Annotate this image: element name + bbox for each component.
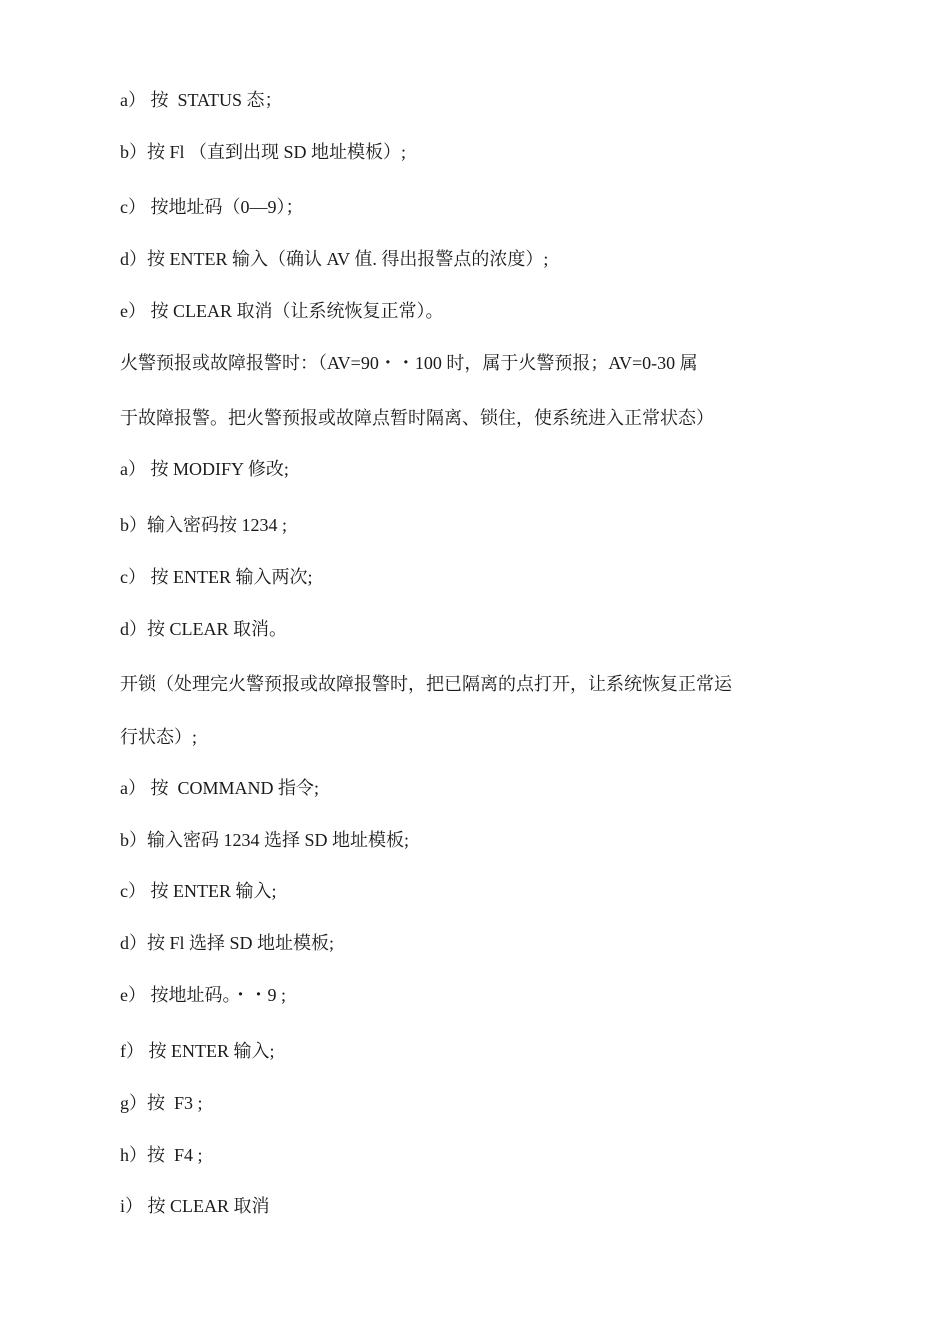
step-a-status: a） 按 STATUS 态； <box>120 90 283 110</box>
unlock-step-b: b）输入密码 1234 选择 SD 地址模板; <box>120 830 410 850</box>
step-b-f1: b）按 Fl （直到出现 SD 地址模板）; <box>120 142 407 162</box>
section-unlock-heading: 开锁（处理完火警预报或故障报警时，把已隔离的点打开，让系统恢复正常运 <box>120 674 732 694</box>
step-d-enter: d）按 ENTER 输入（确认 AV 值. 得出报警点的浓度）; <box>120 249 549 269</box>
alarm-step-b: b）输入密码按 1234 ; <box>120 515 288 535</box>
alarm-step-d: d）按 CLEAR 取消。 <box>120 619 288 639</box>
section-unlock-heading-cont: 行状态）; <box>120 727 198 747</box>
unlock-step-f: f） 按 ENTER 输入; <box>120 1041 275 1061</box>
unlock-step-c: c） 按 ENTER 输入; <box>120 881 277 901</box>
unlock-step-i: i） 按 CLEAR 取消 <box>120 1196 270 1216</box>
unlock-step-h: h）按 F4 ; <box>120 1145 203 1165</box>
step-c-address-code: c） 按地址码（0—9）； <box>120 197 304 217</box>
alarm-step-c: c） 按 ENTER 输入两次; <box>120 567 313 587</box>
section-alarm-heading-cont: 于故障报警。把火警预报或故障点暂时隔离、锁住，使系统进入正常状态） <box>120 408 714 428</box>
alarm-step-a: a） 按 MODIFY 修改; <box>120 459 289 479</box>
unlock-step-g: g）按 F3 ; <box>120 1093 203 1113</box>
step-e-clear: e） 按 CLEAR 取消（让系统恢复正常）。 <box>120 301 444 321</box>
section-alarm-heading: 火警预报或故障报警时：（AV=90・・100 时，属于火警预报；AV=0-30 属 <box>120 353 698 373</box>
unlock-step-a: a） 按 COMMAND 指令; <box>120 778 320 798</box>
unlock-step-e: e） 按地址码。・・9 ; <box>120 985 286 1005</box>
unlock-step-d: d）按 Fl 选择 SD 地址模板; <box>120 933 335 953</box>
